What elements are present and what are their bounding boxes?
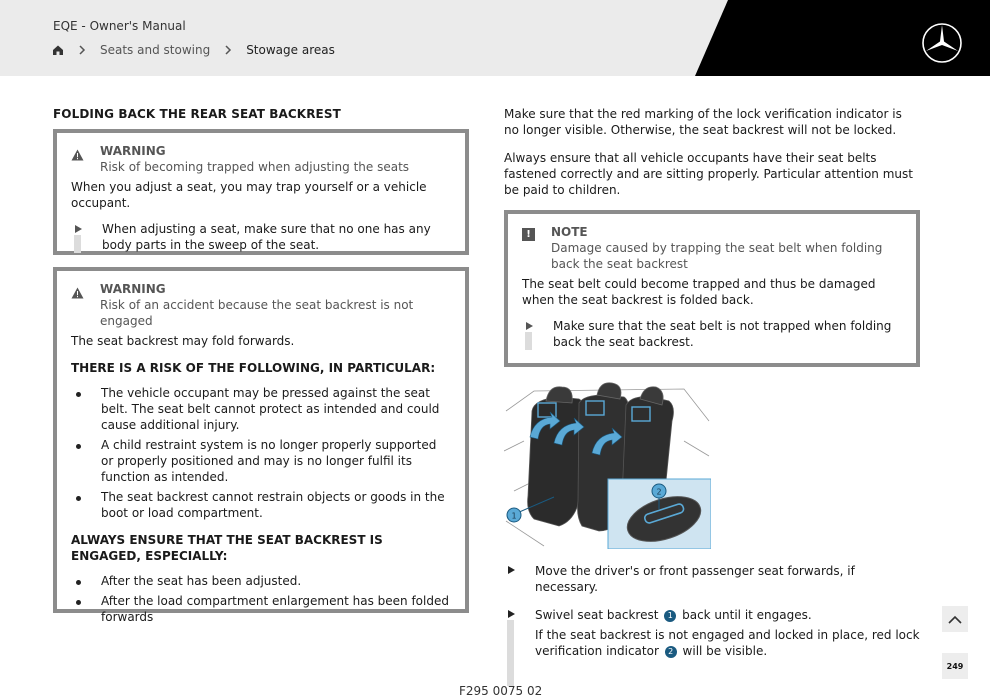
breadcrumb-seats-and-stowing[interactable]: Seats and stowing	[100, 43, 211, 57]
seat-backrest-illustration	[504, 381, 711, 549]
list-item: After the seat has been adjusted.	[71, 573, 451, 589]
instruction-steps	[504, 563, 920, 659]
warning-box-not-engaged	[53, 267, 469, 624]
warning-box-trapped	[53, 129, 469, 255]
list-item: A child restraint system is no longer properly supported or properly positioned and may is no longer fulfil its function as intended.	[71, 437, 451, 485]
list-item: The seat backrest cannot restrain objects or goods in the boot or load compartment.	[71, 489, 451, 521]
risk-heading: THERE IS A RISK OF THE FOLLOWING, IN PARTICULAR:	[71, 361, 436, 375]
list-item: The vehicle occupant may be pressed against the seat belt. The seat belt cannot protect as intended and could cause additional injury.	[71, 385, 451, 433]
warning-label: WARNING	[100, 144, 166, 158]
arrow-right-icon	[508, 610, 515, 618]
home-icon[interactable]	[52, 44, 64, 56]
result-text: If the seat backrest is not engaged and locked in place, red lock verification indicator	[535, 628, 920, 658]
warning-label: WARNING	[100, 282, 166, 296]
note-step-text: Make sure that the seat belt is not trapped when folding back the seat backrest.	[553, 319, 892, 349]
header-black-panel	[0, 0, 990, 76]
step-text: Move the driver's or front passenger seat forwards, if necessary.	[535, 564, 855, 594]
arrow-right-icon	[75, 225, 82, 233]
ensure-list	[71, 573, 451, 625]
warning-triangle-icon	[71, 287, 84, 299]
step-bar	[525, 332, 532, 350]
note-label: NOTE	[551, 225, 588, 239]
warning-triangle-icon	[71, 149, 84, 161]
breadcrumb-stowage-areas: Stowage areas	[246, 43, 335, 57]
warning-header	[71, 281, 451, 329]
arrow-right-icon	[508, 566, 515, 574]
risk-list	[71, 385, 451, 521]
warning-step-text: When adjusting a seat, make sure that no one has any body parts in the sweep of the seat.	[102, 222, 431, 252]
note-subtitle: Damage caused by trapping the seat belt when folding back the seat backrest	[551, 241, 883, 271]
figure-callout-1: 1	[511, 511, 517, 521]
arrow-right-icon	[526, 322, 533, 330]
warning-step	[71, 221, 451, 253]
chevron-up-icon	[948, 615, 962, 624]
note-box	[504, 210, 920, 367]
step-move-seat	[504, 563, 920, 595]
chevron-right-icon	[224, 45, 232, 55]
seat-belt-paragraph: Always ensure that all vehicle occupants have their seat belts fastened correctly and are sitting properly. Particular attention must be paid to children.	[504, 151, 913, 197]
warning-text: The seat backrest may fold forwards.	[71, 334, 295, 348]
header-bar	[0, 0, 990, 76]
warning-text: When you adjust a seat, you may trap yourself or a vehicle occupant.	[71, 180, 427, 210]
callout-1-icon: 1	[664, 610, 676, 622]
note-exclamation-icon: !	[522, 228, 535, 241]
step-swivel-backrest	[504, 607, 920, 623]
warning-subtitle: Risk of becoming trapped when adjusting the seats	[100, 160, 410, 174]
right-column	[504, 106, 920, 659]
image-code: F295 0075 02	[459, 684, 543, 698]
scroll-up-button[interactable]	[942, 606, 968, 632]
chevron-right-icon	[78, 45, 86, 55]
warning-header	[71, 143, 451, 175]
note-step	[522, 318, 902, 350]
note-header	[522, 224, 902, 272]
warning-subtitle: Risk of an accident because the seat backrest is not engaged	[100, 298, 414, 328]
rear-seat-diagram	[504, 381, 711, 549]
callout-2-icon: 2	[665, 646, 677, 658]
section-title: FOLDING BACK THE REAR SEAT BACKREST	[53, 107, 341, 121]
step-text: Swivel seat backrest	[535, 608, 659, 622]
app-title: EQE - Owner's Manual	[53, 19, 186, 33]
lock-indicator-paragraph: Make sure that the red marking of the lock verification indicator is no longer visible. Otherwise, the seat backrest will not be locked.	[504, 107, 902, 137]
left-column	[53, 106, 469, 624]
note-text: The seat belt could become trapped and thus be damaged when the seat backrest is folded back.	[522, 277, 876, 307]
page-number-button[interactable]: 249	[942, 653, 968, 679]
mercedes-star-logo	[921, 22, 963, 64]
result-text: will be visible.	[682, 644, 768, 658]
ensure-heading: ALWAYS ENSURE THAT THE SEAT BACKREST IS ENGAGED, ESPECIALLY:	[71, 533, 383, 563]
breadcrumb	[52, 42, 335, 58]
step-bar	[507, 620, 514, 686]
figure-callout-2: 2	[656, 487, 662, 497]
list-item: After the load compartment enlargement has been folded forwards	[71, 593, 451, 625]
step-result	[504, 627, 920, 659]
step-text: back until it engages.	[682, 608, 812, 622]
step-bar	[74, 235, 81, 253]
